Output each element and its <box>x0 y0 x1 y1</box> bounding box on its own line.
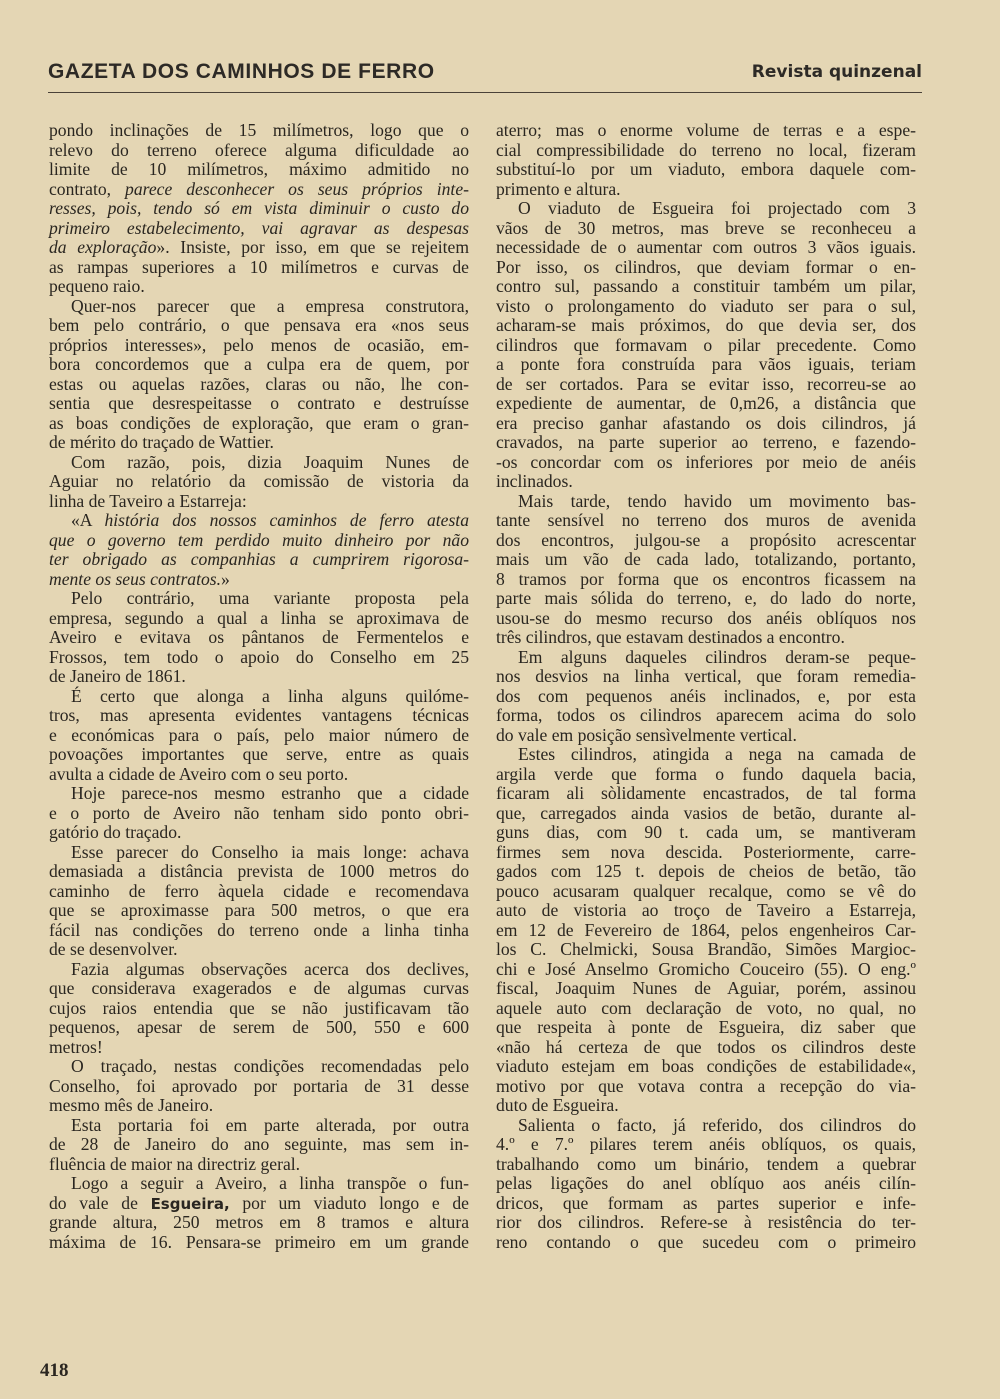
text-run: É certo que alonga a linha alguns quilóme- <box>71 685 469 706</box>
text-run: ficaram ali sòlidamente encastrados, de tal forma <box>496 783 916 803</box>
text-line <box>496 804 916 824</box>
text-line <box>49 921 469 941</box>
text-line <box>49 687 469 707</box>
text-line <box>49 1116 469 1136</box>
text-line <box>496 1018 916 1038</box>
text-line <box>49 999 469 1019</box>
text-run: de ser cortados. Para se evitar isso, recorreu-se ao <box>496 373 916 394</box>
running-header <box>48 58 922 93</box>
text-run: por um viaduto longo e de <box>229 1192 469 1213</box>
italic-run: parece desconhecer os seus próprios inte- <box>125 178 469 199</box>
text-run: Pelo contrário, uma variante proposta pela <box>71 588 469 608</box>
text-line <box>496 1135 916 1155</box>
text-line <box>49 453 469 473</box>
text-run: era preciso ganhar afastando os dois cilindros, já <box>496 412 916 433</box>
text-run: as boas condições de exploração, que eram o gran- <box>49 412 469 433</box>
text-line <box>496 1194 916 1214</box>
text-run: as rampas superiores a 10 milímetros e curvas de <box>49 256 469 277</box>
text-line <box>496 589 916 609</box>
text-run: Com razão, pois, dizia Joaquim Nunes de <box>71 451 469 472</box>
text-run: Conselho, foi aprovado por portaria de 31 desse <box>49 1075 469 1096</box>
left-column <box>49 121 469 1252</box>
text-line <box>49 121 469 141</box>
journal-subtitle: Revista quinzenal <box>751 62 922 82</box>
text-line <box>496 1057 916 1077</box>
text-line <box>49 628 469 648</box>
text-line <box>49 492 469 512</box>
italic-run: resses, pois, tendo só em vista diminuir o custo do <box>49 198 469 218</box>
text-line <box>49 589 469 609</box>
text-run: «não há certeza de que todos os cilindros deste <box>496 1036 916 1057</box>
text-run: necessidade de o aumentar com outros 3 vãos iguais. <box>496 237 916 257</box>
text-line <box>49 706 469 726</box>
text-run: pondo inclinações de 15 milímetros, logo que o <box>49 120 469 140</box>
text-line <box>49 219 469 239</box>
text-line <box>496 511 916 531</box>
text-run: tros, mas apresenta evidentes vantagens técnicas <box>49 705 469 725</box>
text-line <box>496 921 916 941</box>
text-line <box>49 804 469 824</box>
text-line <box>49 609 469 629</box>
text-line <box>49 667 469 687</box>
text-line <box>49 414 469 434</box>
text-run: bem pelo contrário, o que pensava era «nos seus <box>49 315 469 335</box>
text-line <box>496 414 916 434</box>
italic-run: mente os seus contratos. <box>49 568 222 589</box>
text-run: gados com 125 t. depois de cheios de betão, tão <box>496 861 916 881</box>
text-run: Quer-nos parecer que a empresa construtora, <box>71 295 469 316</box>
italic-run: da exploração <box>49 237 157 257</box>
text-run: três cilindros, que estavam destinados a encontro. <box>496 627 845 647</box>
text-line <box>496 745 916 765</box>
text-run: aterro; mas o enorme volume de terras e a espe- <box>496 120 916 140</box>
text-run: Em alguns daqueles cilindros deram-se peque- <box>518 646 916 667</box>
text-line <box>496 706 916 726</box>
text-run: pouco acusaram qualquer recalque, como se vê do <box>496 880 916 901</box>
text-line <box>49 726 469 746</box>
text-line <box>496 628 916 648</box>
text-line <box>49 511 469 531</box>
text-run: Hoje parece-nos mesmo estranho que a cidade <box>71 783 469 803</box>
text-line <box>496 862 916 882</box>
text-run: » <box>221 568 230 589</box>
text-line <box>496 940 916 960</box>
text-line <box>496 277 916 297</box>
text-line <box>496 1077 916 1097</box>
text-line <box>496 823 916 843</box>
text-run: que, carregados ainda vasios de betão, durante al- <box>496 802 916 823</box>
text-run: grande altura, 250 metros em 8 tramos e altura <box>49 1212 469 1232</box>
text-line <box>496 355 916 375</box>
text-line <box>49 433 469 453</box>
text-run: avulta a cidade de Aveiro com o seu porto. <box>49 763 349 784</box>
text-line <box>49 745 469 765</box>
text-line <box>496 1233 916 1253</box>
text-run: do vale de <box>49 1192 151 1213</box>
text-run: Estes cilindros, atingida a nega na camada de <box>518 744 916 764</box>
text-line <box>496 316 916 336</box>
text-run: parte mais sólida do terreno, e, do lado do norte, <box>496 588 916 608</box>
text-line <box>49 862 469 882</box>
text-line <box>496 219 916 239</box>
text-run: O viaduto de Esgueira foi projectado com 3 <box>518 198 916 218</box>
text-run: sentia que desrespeitasse o contrato e destruísse <box>49 393 469 413</box>
text-run: «A <box>71 510 105 530</box>
text-line <box>49 1135 469 1155</box>
text-run: linha de Taveiro a Estarreja: <box>49 490 247 511</box>
text-run: viaduto estejam em boas condições de estabilidade«, <box>496 1056 916 1076</box>
right-column <box>496 121 916 1252</box>
text-run: aquele auto com declaração de voto, no qual, no <box>496 997 916 1018</box>
text-run: empresa, segundo a qual a linha se aproximava de <box>49 607 469 628</box>
journal-title: GAZETA DOS CAMINHOS DE FERRO <box>48 60 435 83</box>
text-run: -os concordar com os inferiores por meio de anéis <box>496 451 916 472</box>
text-line <box>49 336 469 356</box>
text-line <box>49 375 469 395</box>
text-run: Esta portaria foi em parte alterada, por outra <box>71 1114 469 1135</box>
text-line <box>496 433 916 453</box>
text-run: Esse parecer do Conselho ia mais longe: achava <box>71 841 469 862</box>
text-line <box>496 531 916 551</box>
text-run: que respeita à ponte de Esgueira, diz saber que <box>496 1017 916 1037</box>
text-line <box>496 180 916 200</box>
text-line <box>49 258 469 278</box>
text-run: próprios interesses», pelo menos de ocasião, em- <box>49 334 469 355</box>
text-line <box>496 297 916 317</box>
text-line <box>496 121 916 141</box>
text-run: caminho de ferro àquela cidade e recomendava <box>49 880 469 901</box>
text-line <box>496 901 916 921</box>
text-run: dos com pequenos anéis inclinados, e, por esta <box>496 685 916 706</box>
text-line <box>49 531 469 551</box>
text-run: gatório do traçado. <box>49 822 182 842</box>
text-line <box>49 570 469 590</box>
text-line <box>49 394 469 414</box>
text-run: Aguiar no relatório da comissão de vistoria da <box>49 471 469 491</box>
text-line <box>496 336 916 356</box>
text-run: ». Insiste, por isso, em que se rejeitem <box>156 237 469 257</box>
text-line <box>49 550 469 570</box>
text-run: Logo a seguir a Aveiro, a linha transpõe o fun- <box>71 1173 469 1193</box>
text-run: argila verde que forma o fundo daquela bacia, <box>496 763 916 784</box>
text-line <box>49 940 469 960</box>
text-run: pequenos, apesar de serem de 500, 550 e 600 <box>49 1017 469 1037</box>
text-run: dos encontros, julgou-se a propósito acrescentar <box>496 529 916 550</box>
text-run: cujos raios entendia que se não justificavam tão <box>49 997 469 1018</box>
text-run: chi e José Anselmo Gromicho Couceiro (55). O eng.º <box>496 958 916 979</box>
text-run: motivo por que votava contra a recepção do via- <box>496 1075 916 1096</box>
text-line <box>496 687 916 707</box>
text-run: cravados, na parte superior ao terreno, e fazendo- <box>496 432 916 452</box>
text-run: metros! <box>49 1036 103 1057</box>
text-run: los C. Chelmicki, Sousa Brandão, Simões Margioc- <box>496 939 916 959</box>
text-line <box>496 570 916 590</box>
text-run: máxima de 16. Pensara-se primeiro em um grande <box>49 1231 469 1252</box>
text-line <box>49 472 469 492</box>
text-run: fácil nas condições do terreno onde a linha tinha <box>49 919 469 940</box>
italic-run: primeiro estabelecimento, vai agravar as despesas <box>49 217 469 238</box>
text-line <box>496 375 916 395</box>
text-line <box>496 199 916 219</box>
text-run: firmes sem nova descida. Posteriormente, carre- <box>496 841 916 862</box>
text-line <box>496 882 916 902</box>
text-line <box>49 1155 469 1175</box>
text-run: acharam-se mais próximos, do que devia ser, dos <box>496 315 916 335</box>
text-run: Aveiro e evitava os pântanos de Fermentelos e <box>49 627 469 647</box>
text-run: de 28 de Janeiro do ano seguinte, mas sem in- <box>49 1134 469 1154</box>
text-run: inclinados. <box>496 471 573 491</box>
text-run: fiscal, Joaquim Nunes de Aguiar, porém, assinou <box>496 978 916 998</box>
text-run: bora concordemos que a culpa era de quem, por <box>49 354 469 374</box>
text-line <box>496 960 916 980</box>
text-line <box>49 297 469 317</box>
text-line <box>49 901 469 921</box>
text-line <box>49 979 469 999</box>
text-run: nos desvios na linha vertical, que foram remedia- <box>496 666 916 686</box>
text-run: duto de Esgueira. <box>496 1095 619 1115</box>
text-run: O traçado, nestas condições recomendadas pelo <box>71 1056 469 1076</box>
text-run: forma, todos os cilindros aparecem acima do solo <box>496 705 916 725</box>
bold-run: Esgueira, <box>150 1194 230 1213</box>
italic-run: que o governo tem perdido muito dinheiro por não <box>49 529 469 550</box>
text-line <box>49 355 469 375</box>
text-line <box>49 1233 469 1253</box>
text-run: expediente de aumentar, de 0,m26, a distância que <box>496 393 916 413</box>
italic-run: história dos nossos caminhos de ferro atesta <box>104 510 469 530</box>
text-line <box>496 550 916 570</box>
text-run: auto de vistoria ao troço de Taveiro a Estarreja, <box>496 900 916 920</box>
text-line <box>496 1155 916 1175</box>
text-line <box>49 784 469 804</box>
text-run: de mérito do traçado de Wattier. <box>49 432 274 452</box>
text-line <box>496 453 916 473</box>
text-run: em 12 de Fevereiro de 1864, pelos engenheiros Car- <box>496 919 916 940</box>
text-run: de se desenvolver. <box>49 939 178 959</box>
text-run: Salienta o facto, já referido, dos cilindros do <box>518 1114 916 1135</box>
text-line <box>49 238 469 258</box>
text-line <box>496 765 916 785</box>
text-run: tante sensível no terreno dos muros de avenida <box>496 510 916 530</box>
text-line <box>496 258 916 278</box>
text-line <box>496 1213 916 1233</box>
text-line <box>49 277 469 297</box>
text-run: cilindros que formavam o pilar precedente. Como <box>496 334 916 355</box>
text-line <box>496 394 916 414</box>
text-line <box>496 472 916 492</box>
text-run: contrato, <box>49 178 126 199</box>
text-line <box>496 1116 916 1136</box>
text-line <box>49 1038 469 1058</box>
text-line <box>49 1077 469 1097</box>
text-line <box>496 648 916 668</box>
text-line <box>496 1038 916 1058</box>
text-line <box>496 1174 916 1194</box>
text-run: primento e altura. <box>496 178 621 199</box>
text-run: relevo do terreno oferece alguma dificuldade ao <box>49 139 469 160</box>
text-line <box>496 667 916 687</box>
text-line <box>49 960 469 980</box>
text-run: que considerava exagerados e de algumas curvas <box>49 978 469 998</box>
text-line <box>49 1194 469 1214</box>
text-line <box>496 160 916 180</box>
text-run: a ponte fora construída para vãos iguais, teriam <box>496 354 916 374</box>
text-line <box>496 609 916 629</box>
text-line <box>49 1057 469 1077</box>
text-line <box>496 141 916 161</box>
text-line <box>49 1096 469 1116</box>
text-run: vãos de 30 metros, mas breve se reconheceu a <box>496 217 916 238</box>
text-run: pelas ligações do anel oblíquo aos anéis cilín- <box>496 1173 916 1193</box>
page-number: 418 <box>40 1360 69 1381</box>
text-line <box>49 141 469 161</box>
text-line <box>496 238 916 258</box>
text-line <box>49 180 469 200</box>
text-run: Frossos, tem todo o apoio do Conselho em 25 <box>49 646 469 667</box>
text-run: reno contando o que sucedeu com o primeiro <box>496 1231 916 1252</box>
text-run: fluência de maior na directriz geral. <box>49 1153 301 1174</box>
text-run: de Janeiro de 1861. <box>49 666 186 686</box>
text-run: contro sul, passando a constituir também um pilar, <box>496 276 916 296</box>
text-run: estas ou aquelas razões, claras ou não, lhe con- <box>49 373 469 394</box>
text-run: limite de 10 milímetros, máximo admitido no <box>49 159 469 179</box>
text-line <box>49 199 469 219</box>
text-line <box>49 823 469 843</box>
text-run: que se aproximasse para 500 metros, o que era <box>49 900 469 920</box>
text-run: cial compressibilidade do terreno no local, fizeram <box>496 139 916 160</box>
text-line <box>49 843 469 863</box>
text-run: visto o prolongamento do viaduto ser para o sul, <box>496 295 916 316</box>
text-run: e o porto de Aveiro não tenham sido ponto obri- <box>49 802 469 823</box>
text-run: substituí-lo por um viaduto, embora daquele com- <box>496 159 916 179</box>
text-line <box>496 492 916 512</box>
text-run: Por isso, os cilindros, que deviam formar o en- <box>496 256 916 277</box>
text-run: 4.º e 7.º pilares terem anéis oblíquos, os quais, <box>496 1134 916 1154</box>
text-line <box>49 1174 469 1194</box>
text-line <box>49 160 469 180</box>
text-run: 8 tramos por forma que os encontros ficassem na <box>496 568 916 589</box>
text-run: usou-se do mesmo recurso dos anéis oblíquos nos <box>496 607 916 628</box>
text-run: mais um vão de cada lado, totalizando, portanto, <box>496 549 916 569</box>
text-run: rior dos cilindros. Refere-se à resistência do ter- <box>496 1212 916 1232</box>
text-line <box>49 765 469 785</box>
text-run: Fazia algumas observações acerca dos declives, <box>71 958 469 979</box>
text-run: demasiada a distância prevista de 1000 metros do <box>49 861 469 881</box>
text-run: e económicas para o país, pelo maior número de <box>49 724 469 745</box>
text-line <box>49 882 469 902</box>
text-line <box>496 726 916 746</box>
text-line <box>496 979 916 999</box>
text-line <box>496 999 916 1019</box>
text-line <box>496 1096 916 1116</box>
text-line <box>49 1018 469 1038</box>
text-run: povoações importantes que serve, entre as quais <box>49 744 469 764</box>
text-run: pequeno raio. <box>49 276 145 296</box>
italic-run: ter obrigado as companhias a cumprirem rigorosa- <box>49 549 469 569</box>
text-line <box>49 1213 469 1233</box>
text-run: guns dias, com 90 t. cada um, se mantiveram <box>496 822 916 842</box>
text-line <box>496 784 916 804</box>
text-line <box>496 843 916 863</box>
text-run: dricos, que formam as partes superior e infe- <box>496 1192 916 1213</box>
text-line <box>49 648 469 668</box>
text-run: Mais tarde, tendo havido um movimento bas- <box>518 490 916 511</box>
text-line <box>49 316 469 336</box>
text-run: trabalhando como um binário, tendem a quebrar <box>496 1153 916 1174</box>
text-run: do vale em posição sensìvelmente vertical. <box>496 724 797 745</box>
text-run: mesmo mês de Janeiro. <box>49 1095 214 1115</box>
